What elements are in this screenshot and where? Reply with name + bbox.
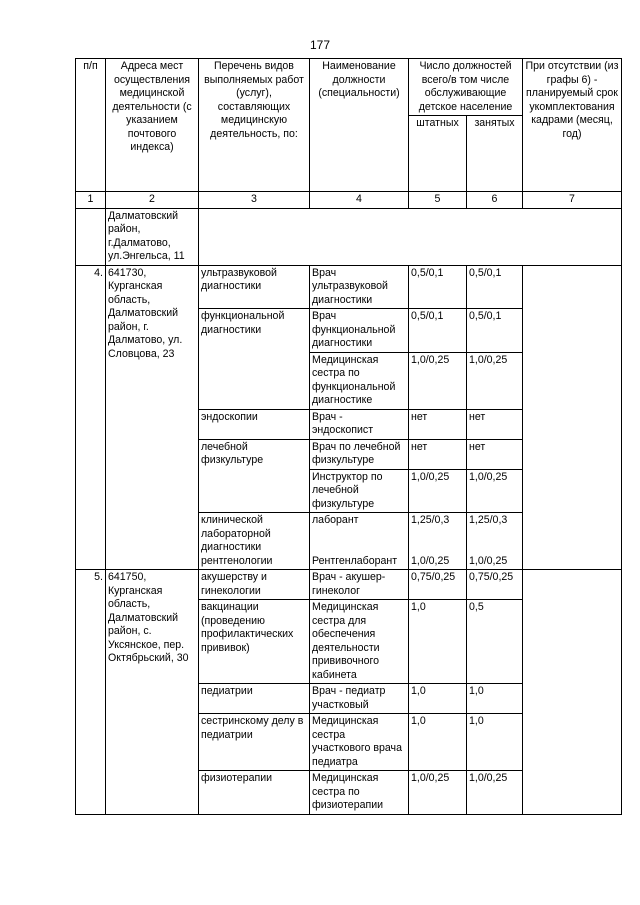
occupied-cell xyxy=(467,513,523,570)
staff-cell: 1,0 xyxy=(409,684,467,714)
col-number: 6 xyxy=(467,192,523,209)
table-row xyxy=(76,570,622,600)
header-count: Число должностей всего/в том числе обслуживающие детское население xyxy=(409,59,523,116)
occupied-cell: нет xyxy=(467,439,523,469)
occupied-cell: 0,5 xyxy=(467,600,523,684)
col-number: 5 xyxy=(409,192,467,209)
position-cell: Врач ультразвуковой диагностики xyxy=(310,265,409,309)
position-cell: Медицинская сестра участкового врача педиатра xyxy=(310,714,409,771)
occupied-cell: 0,75/0,25 xyxy=(467,570,523,600)
occupied-cell: 1,0/0,25 xyxy=(467,469,523,513)
service-cell: функциональной диагностики xyxy=(199,309,310,410)
position-cell: Инструктор по лечебной физкультуре xyxy=(310,469,409,513)
staff-cell: нет xyxy=(409,439,467,469)
service-cell: ультразвуковой диагностики xyxy=(199,265,310,309)
col-number: 1 xyxy=(76,192,106,209)
service-text: клинической лабораторной диагностики xyxy=(201,514,271,553)
address-cell: 641750, Курганская область, Далматовский район, с. Уксянское, пер. Октябрьский, 30 xyxy=(106,570,199,815)
service-cell: акушерству и гинекологии xyxy=(199,570,310,600)
position-cell: Врач - педиатр участковый xyxy=(310,684,409,714)
position-cell: Врач функциональной диагностики xyxy=(310,309,409,353)
position-cell: Медицинская сестра по функциональной диагностике xyxy=(310,352,409,409)
occupied-text: 1,25/0,3 xyxy=(469,514,508,526)
header-occupied: занятых xyxy=(467,116,523,192)
occupied-cell: 1,0 xyxy=(467,714,523,771)
position-text: лаборант xyxy=(312,514,359,526)
service-cell xyxy=(199,513,310,570)
table-row xyxy=(76,265,622,309)
address-cell: 641730, Курганская область, Далматовский район, г. Далматово, ул. Словцова, 23 xyxy=(106,265,199,570)
staff-cell: нет xyxy=(409,409,467,439)
service-cell: физиотерапии xyxy=(199,771,310,815)
staff-text: 1,25/0,3 xyxy=(411,514,450,526)
header-row xyxy=(76,59,622,116)
header-num: п/п xyxy=(76,59,106,192)
col-number: 3 xyxy=(199,192,310,209)
position-cell xyxy=(310,513,409,570)
header-term: При отсутствии (из графы 6) - планируемый срок укомплектования кадрами (месяц, год) xyxy=(523,59,622,192)
page-number: 177 xyxy=(309,38,331,52)
service-text: рентгенологии xyxy=(201,554,273,567)
service-cell: лечебной физкультуре xyxy=(199,439,310,513)
col-number: 7 xyxy=(523,192,622,209)
occupied-cell: 0,5/0,1 xyxy=(467,309,523,353)
service-cell: вакцинации (проведению профилактических прививок) xyxy=(199,600,310,684)
staff-cell: 1,0/0,25 xyxy=(409,469,467,513)
header-address: Адреса мест осуществления медицинской деятельности (с указанием почтового индекса) xyxy=(106,59,199,192)
service-cell: сестринскому делу в педиатрии xyxy=(199,714,310,771)
position-cell: Медицинская сестра по физиотерапии xyxy=(310,771,409,815)
col-number: 4 xyxy=(310,192,409,209)
staff-cell: 1,0 xyxy=(409,714,467,771)
term-cell xyxy=(523,265,622,570)
occupied-text: 1,0/0,25 xyxy=(469,554,508,567)
occupied-cell: 0,5/0,1 xyxy=(467,265,523,309)
header-staff: штатных xyxy=(409,116,467,192)
continuation-row xyxy=(76,208,622,265)
staff-cell: 0,5/0,1 xyxy=(409,309,467,353)
position-cell: Врач - эндоскопист xyxy=(310,409,409,439)
staff-cell: 1,0/0,25 xyxy=(409,771,467,815)
term-cell xyxy=(523,570,622,815)
staff-cell: 0,5/0,1 xyxy=(409,265,467,309)
position-cell: Медицинская сестра для обеспечения деятельности прививочного кабинета xyxy=(310,600,409,684)
row-number: 5. xyxy=(76,570,106,815)
col-number: 2 xyxy=(106,192,199,209)
staffing-table xyxy=(75,58,622,815)
position-cell: Врач по лечебной физкультуре xyxy=(310,439,409,469)
header-services: Перечень видов выполняемых работ (услуг), составляющих медицинскую деятельность, по: xyxy=(199,59,310,192)
occupied-cell: 1,0/0,25 xyxy=(467,352,523,409)
address-cell: Далматовский район, г.Далматово, ул.Энгельса, 11 xyxy=(106,208,199,265)
staff-text: 1,0/0,25 xyxy=(411,554,450,567)
position-cell: Врач - акушер-гинеколог xyxy=(310,570,409,600)
staff-cell: 0,75/0,25 xyxy=(409,570,467,600)
row-number: 4. xyxy=(76,265,106,570)
service-cell: педиатрии xyxy=(199,684,310,714)
occupied-cell: нет xyxy=(467,409,523,439)
staff-cell: 1,0 xyxy=(409,600,467,684)
staff-cell: 1,0/0,25 xyxy=(409,352,467,409)
staff-cell xyxy=(409,513,467,570)
service-cell: эндоскопии xyxy=(199,409,310,439)
column-numbers-row xyxy=(76,192,622,209)
occupied-cell: 1,0 xyxy=(467,684,523,714)
occupied-cell: 1,0/0,25 xyxy=(467,771,523,815)
position-text: Рентгенлаборант xyxy=(312,554,398,567)
header-position: Наименование должности (специальности) xyxy=(310,59,409,192)
